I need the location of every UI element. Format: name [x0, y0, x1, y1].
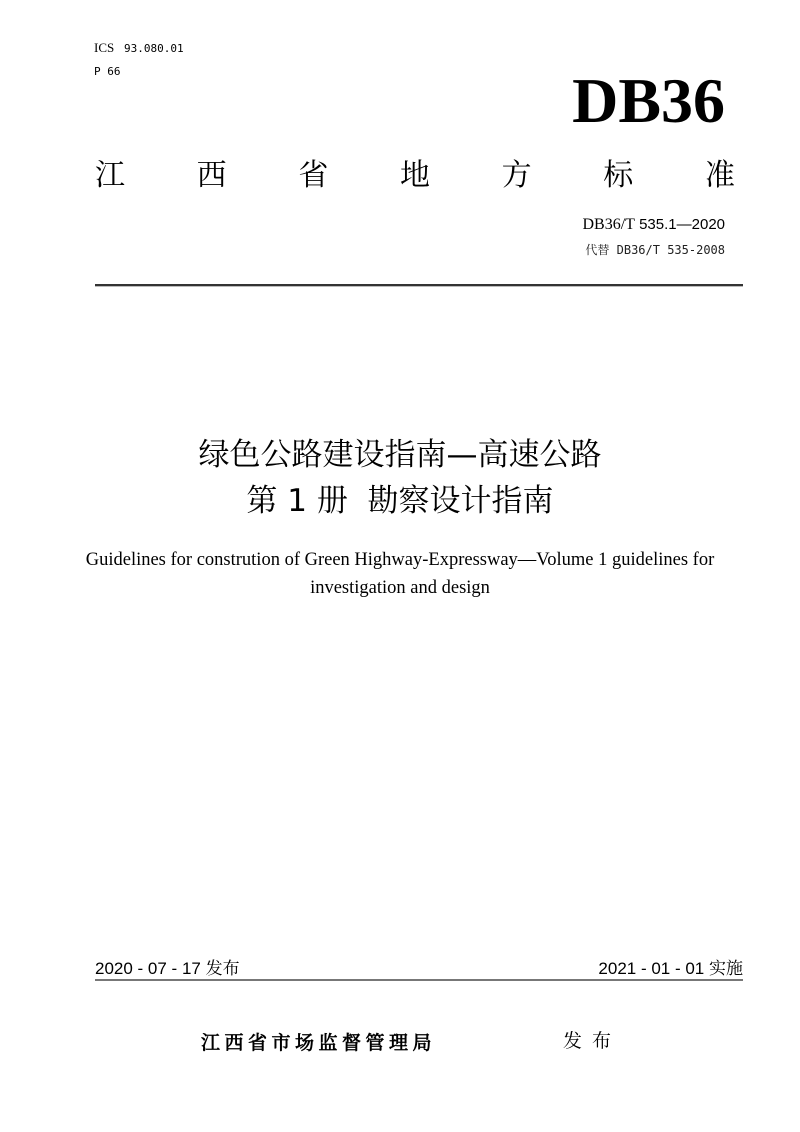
publish-label: 发布: [563, 1030, 622, 1052]
standard-logo-code: DB36: [572, 65, 725, 136]
effective-date: [598, 958, 743, 980]
standard-type-char: 方: [501, 158, 532, 193]
replaces-number: DB36/T 535-2008: [616, 243, 725, 257]
standard-number-value: 535.1—2020: [639, 216, 725, 233]
issue-date-label: 发布: [205, 959, 240, 978]
standard-number: [480, 214, 725, 236]
chinese-title-line-2: 第 1 册 勘察设计指南: [246, 483, 554, 519]
ics-number: 93.080.01: [123, 42, 184, 55]
standard-type-char: 省: [298, 158, 329, 193]
english-title: [60, 546, 740, 602]
standard-number-prefix: DB36/T: [582, 216, 635, 233]
ics-code: [94, 39, 184, 58]
standard-type-char: 江: [95, 158, 125, 193]
issue-date-value: 2020 - 07 - 17: [95, 959, 201, 978]
ccs-code: P 66: [94, 65, 121, 78]
ics-label: ICS: [94, 40, 115, 55]
standard-type-title: [95, 156, 735, 196]
effective-date-value: 2021 - 01 - 01: [598, 959, 705, 978]
standard-type-char: 西: [196, 158, 227, 193]
english-title-line-1: Guidelines for constrution of Green Highway-Expressway—Volume 1 guidelines for: [85, 550, 715, 570]
standard-type-char: 准: [704, 158, 735, 193]
replaces-label: 代替: [585, 243, 610, 257]
chinese-title-line-1: 绿色公路建设指南—高速公路: [198, 437, 602, 473]
issue-date: [95, 958, 240, 980]
english-title-line-2: investigation and design: [310, 578, 490, 598]
effective-date-label: 实施: [709, 959, 743, 978]
standard-type-char: 地: [399, 158, 430, 193]
replaces-standard: [480, 241, 725, 259]
chinese-title: [0, 432, 800, 524]
standard-type-char: 标: [603, 158, 634, 193]
date-row: [95, 958, 743, 980]
issuing-authority: 江西省市场监督管理局: [201, 1032, 437, 1054]
header-divider: [95, 284, 743, 287]
footer-divider: [95, 979, 743, 981]
